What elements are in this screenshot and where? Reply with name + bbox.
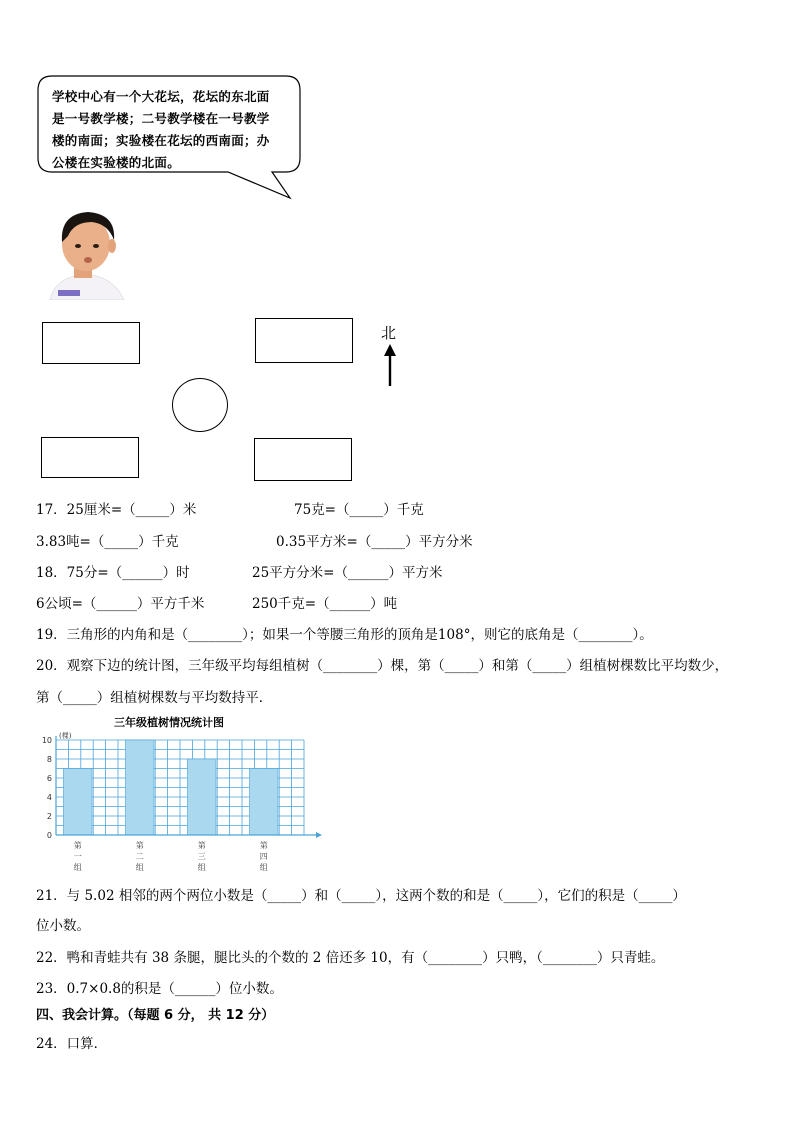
y-tick-label: 2 bbox=[46, 812, 52, 821]
bubble-line: 是一号教学楼；二号教学楼在一号教学 bbox=[52, 111, 270, 126]
x-tick-label: 四 bbox=[259, 852, 268, 861]
x-tick-label: 第 bbox=[73, 841, 82, 850]
flower-bed-circle bbox=[172, 378, 228, 432]
x-tick-label: 组 bbox=[135, 863, 144, 872]
question-23: 23．0.7×0.8的积是（______）位小数。 bbox=[36, 981, 283, 997]
bubble-text bbox=[52, 86, 298, 174]
question-17c: 3.83吨=（_____）千克 bbox=[36, 534, 179, 550]
bar bbox=[187, 759, 216, 835]
question-20-line1: 20．观察下边的统计图，三年级平均每组植树（________）棵，第（_____）和第（_____）组植树棵数比平均数少， bbox=[36, 658, 729, 674]
y-tick-label: 6 bbox=[46, 774, 52, 783]
question-21-line1: 21．与 5.02 相邻的两个两位小数是（_____）和（_____），这两个数的和是（_____），它们的积是（_____） bbox=[36, 888, 686, 904]
x-tick-label: 一 bbox=[73, 852, 82, 861]
question-24: 24．口算． bbox=[36, 1036, 108, 1052]
child-illustration bbox=[44, 206, 128, 300]
question-18b: 25平方分米=（______）平方米 bbox=[252, 565, 443, 581]
question-17d: 0.35平方米=（_____）平方分米 bbox=[276, 534, 473, 550]
bar bbox=[249, 769, 278, 836]
x-tick-label: 组 bbox=[73, 863, 82, 872]
question-17b: 75克=（_____）千克 bbox=[294, 502, 424, 518]
bubble-line: 学校中心有一个大花坛，花坛的东北面 bbox=[52, 89, 270, 104]
question-19: 19．三角形的内角和是（________）；如果一个等腰三角形的顶角是108°，则它的底角是（________）。 bbox=[36, 627, 653, 643]
tree-planting-chart bbox=[34, 728, 324, 874]
section-4-heading: 四、我会计算。（每题 6 分， 共 12 分） bbox=[36, 1008, 275, 1023]
x-tick-label: 第 bbox=[197, 841, 206, 850]
question-22: 22．鸭和青蛙共有 38 条腿，腿比头的个数的 2 倍还多 10，有（________）只鸭，（________）只青蛙。 bbox=[36, 950, 665, 966]
map-box-northwest bbox=[42, 322, 140, 364]
y-tick-label: 4 bbox=[46, 793, 52, 802]
question-18a: 18．75分=（______）时 bbox=[36, 565, 190, 581]
y-tick-label: 8 bbox=[46, 755, 52, 764]
x-tick-label: 组 bbox=[197, 863, 206, 872]
bubble-line: 公楼在实验楼的北面。 bbox=[52, 155, 181, 170]
bar bbox=[125, 740, 154, 835]
x-tick-label: 第 bbox=[259, 841, 268, 850]
bar bbox=[63, 769, 92, 836]
y-tick-label: 10 bbox=[41, 736, 52, 745]
question-18d: 250千克=（______）吨 bbox=[252, 596, 398, 612]
x-tick-label: 三 bbox=[197, 852, 206, 861]
question-20-line2: 第（_____）组植树棵数与平均数持平． bbox=[36, 690, 273, 706]
bubble-line: 楼的南面；实验楼在花坛的西南面；办 bbox=[52, 133, 270, 148]
north-label: 北 bbox=[381, 324, 397, 342]
x-tick-label: 第 bbox=[135, 841, 144, 850]
map-box-northeast bbox=[255, 318, 353, 363]
x-axis-arrow-icon bbox=[316, 832, 322, 838]
north-arrow-icon bbox=[382, 344, 398, 386]
y-tick-label: 0 bbox=[46, 831, 52, 840]
map-box-southeast bbox=[254, 438, 352, 481]
x-tick-label: 二 bbox=[135, 852, 144, 861]
chart-title: 三年级植树情况统计图 bbox=[114, 716, 224, 729]
x-tick-label: 组 bbox=[259, 863, 268, 872]
y-axis-label: (棵) bbox=[59, 732, 72, 740]
question-21-line2: 位小数。 bbox=[36, 918, 90, 934]
question-18c: 6公顷=（______）平方千米 bbox=[36, 596, 205, 612]
map-box-southwest bbox=[41, 437, 139, 478]
question-17a: 17．25厘米=（_____）米 bbox=[36, 502, 197, 518]
